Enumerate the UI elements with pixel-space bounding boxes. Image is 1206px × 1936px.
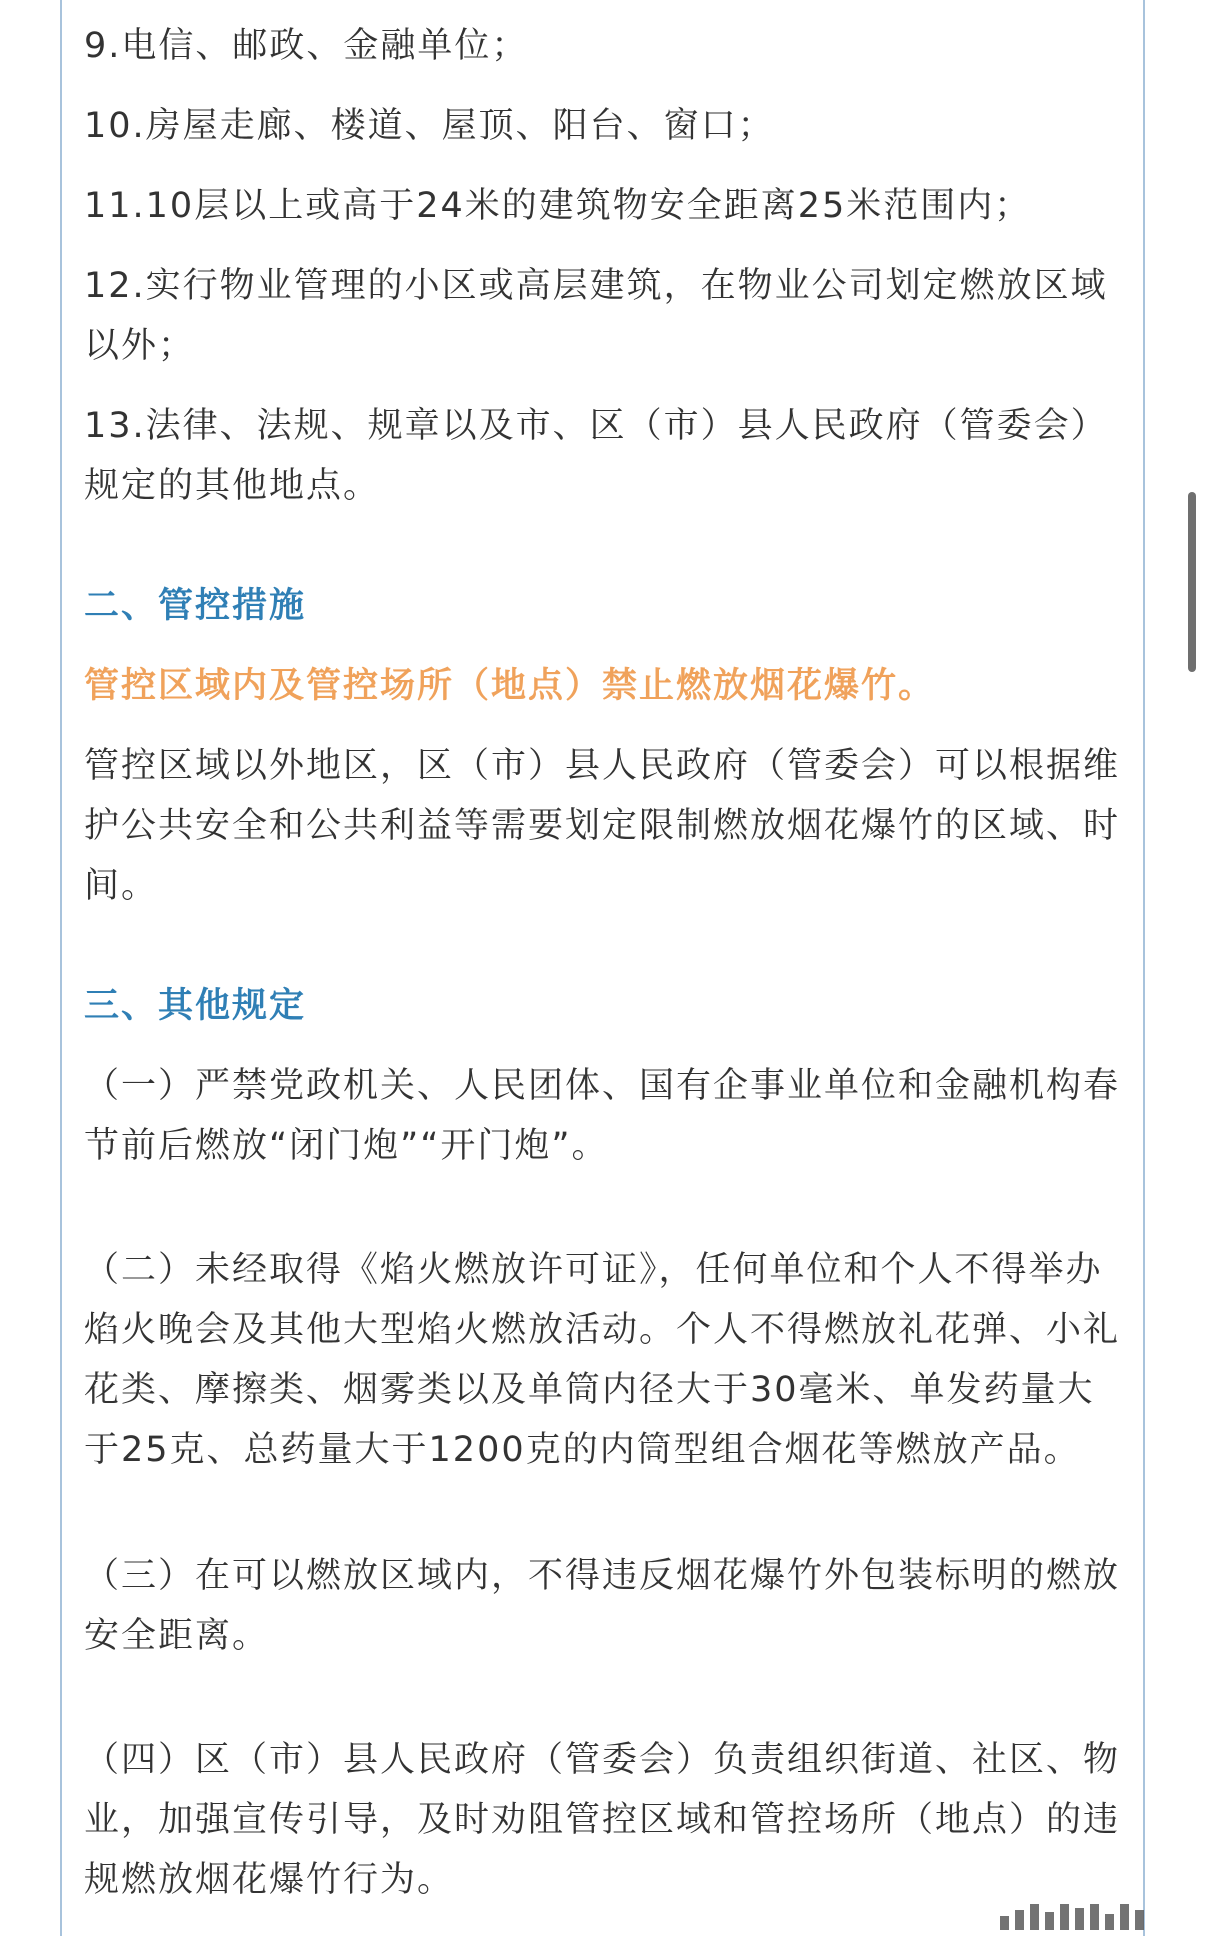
watermark-bar — [1090, 1904, 1099, 1930]
right-border-rule — [1143, 0, 1145, 1936]
section-heading-other-rules: 三、其他规定 — [84, 986, 307, 1026]
rule-item-4: （四）区（市）县人民政府（管委会）负责组织街道、社区、物业，加强宣传引导，及时劝阻管控区域和管控场所（地点）的违规燃放烟花爆竹行为。 — [84, 1740, 1121, 1900]
watermark-bar — [1135, 1910, 1144, 1930]
watermark-bar — [1075, 1908, 1084, 1930]
section-paragraph-controls: 管控区域以外地区，区（市）县人民政府（管委会）可以根据维护公共安全和公共利益等需要划定限制燃放烟花爆竹的区域、时间。 — [84, 746, 1121, 906]
rule-item-3: （三）在可以燃放区域内，不得违反烟花爆竹外包装标明的燃放安全距离。 — [84, 1556, 1121, 1656]
list-item-13: 13.法律、法规、规章以及市、区（市）县人民政府（管委会）规定的其他地点。 — [84, 406, 1108, 506]
list-item-10: 10.房屋走廊、楼道、屋顶、阳台、窗口； — [84, 106, 775, 146]
list-item-9: 9.电信、邮政、金融单位； — [84, 26, 529, 66]
rule-item-2: （二）未经取得《焰火燃放许可证》，任何单位和个人不得举办焰火晚会及其他大型焰火燃放活动。个人不得燃放礼花弹、小礼花类、摩擦类、烟雾类以及单筒内径大于30毫米、单发药量大于25克、总药量大于1200克的内筒型组合烟花等燃放产品。 — [84, 1250, 1121, 1470]
section-emphasis-ban: 管控区域内及管控场所（地点）禁止燃放烟花爆竹。 — [84, 666, 936, 706]
watermark-bar — [1045, 1912, 1054, 1930]
watermark-bar — [1120, 1904, 1129, 1930]
section-heading-controls: 二、管控措施 — [84, 586, 307, 626]
rule-item-1: （一）严禁党政机关、人民团体、国有企事业单位和金融机构春节前后燃放“闭门炮”“开门炮”。 — [84, 1066, 1121, 1166]
watermark-bar — [1105, 1914, 1114, 1930]
watermark-bar — [1000, 1916, 1009, 1930]
watermark-bar — [1015, 1910, 1024, 1930]
left-border-rule — [60, 0, 62, 1936]
watermark-bar — [1060, 1904, 1069, 1930]
watermark-mark — [1000, 1904, 1180, 1930]
list-item-12: 12.实行物业管理的小区或高层建筑，在物业公司划定燃放区域以外； — [84, 266, 1108, 366]
scrollbar-thumb[interactable] — [1188, 492, 1196, 672]
watermark-bar — [1030, 1904, 1039, 1930]
list-item-11: 11.10层以上或高于24米的建筑物安全距离25米范围内； — [84, 186, 1032, 226]
